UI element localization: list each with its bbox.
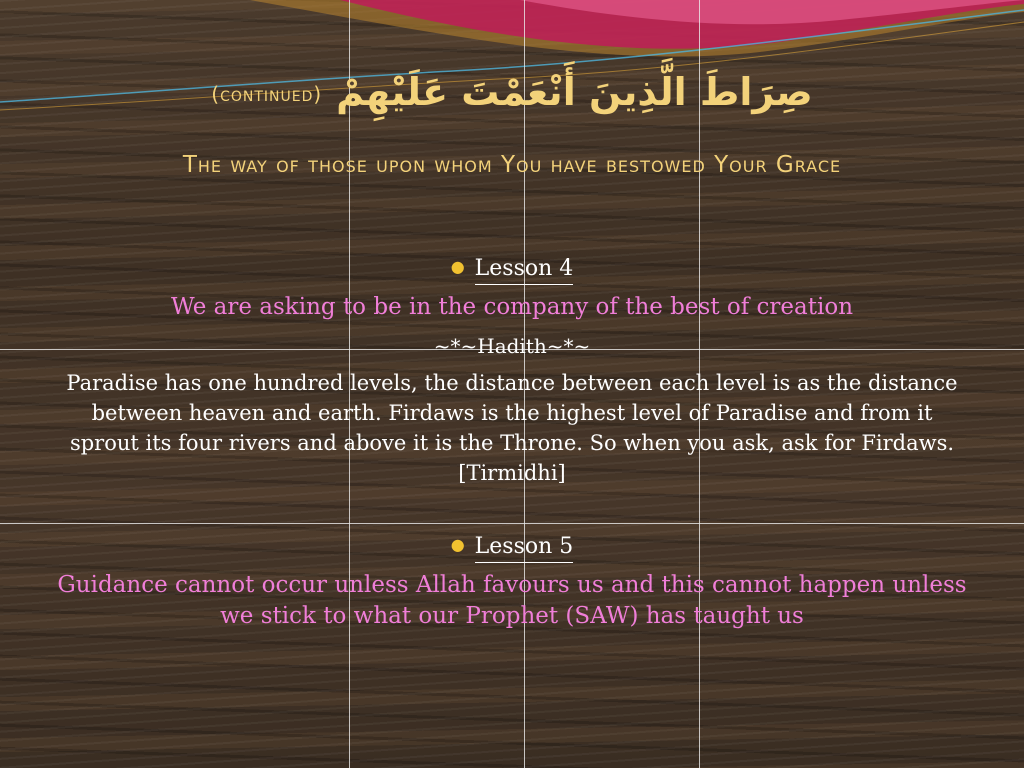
lesson-4-statement: We are asking to be in the company of the best of creation <box>170 294 854 320</box>
slide-subtitle: The way of those upon whom You have bestowed Your Grace <box>182 152 842 178</box>
lesson-5-label: Lesson 5 <box>475 534 574 563</box>
lesson-5-heading <box>0 534 1024 559</box>
hadith-text: Paradise has one hundred levels, the distance between each level is as the distance between heaven and earth. Firdaws is the highest level of Paradise and from it sprout its four rivers and above it is the Throne. So when you ask, ask for Firdaws. [Tirmidhi] <box>66 371 958 485</box>
slide-title <box>0 70 1024 114</box>
hadith-heading: ~*~Hadith~*~ <box>433 334 591 358</box>
bullet-dot-icon: ● <box>450 257 465 276</box>
bullet-dot-icon: ● <box>450 535 465 554</box>
arabic-verse-title: صِرَاطَ الَّذِينَ أَنْعَمْتَ عَلَيْهِمْ <box>336 70 813 114</box>
continued-label: (continued) <box>211 82 323 106</box>
grid-line-horizontal <box>0 523 1024 524</box>
lesson-5-statement: Guidance cannot occur unless Allah favours us and this cannot happen unless we stick to what our Prophet (SAW) has taught us <box>57 572 967 629</box>
lesson-4-heading <box>0 256 1024 281</box>
lesson-4-label: Lesson 4 <box>475 256 574 285</box>
